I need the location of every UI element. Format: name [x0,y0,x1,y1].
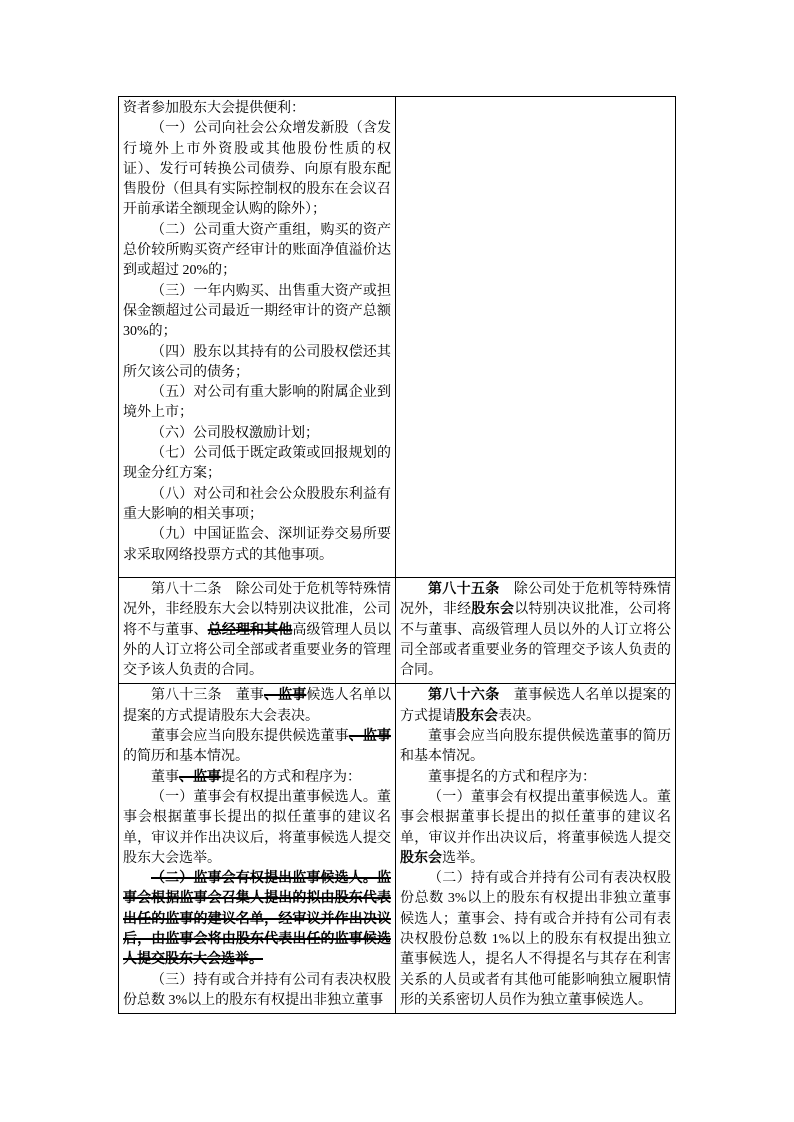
table-cell-revised [396,97,676,578]
paragraph [400,869,671,1011]
text-run: 董事会应当向股东提供候选董事的简历和基本情况。 [400,729,671,765]
text-run: 董事候选人名单以提案的方式提请 [400,688,671,724]
bold-text-run: 第八十五条 [428,582,500,597]
deleted-text-run: （二）监事会有权提出监事候选人。监事会根据监事会召集人提出的拟由股东代表出任的监事的建议名单，经审议并作出决议后，由监事会将由股东代表出任的监事候选人提交股东大会选举。 [123,871,391,968]
paragraph [400,727,671,768]
deleted-text-run: 、监事 [264,688,307,704]
bold-text-run: 股东会 [400,850,442,866]
paragraph [123,99,391,119]
paragraph [400,580,671,681]
paragraph [123,282,391,343]
paragraph [400,788,671,869]
text-run: （七）公司低于既定政策或回报规划的现金分红方案； [123,446,391,482]
table-row [119,97,676,578]
paragraph [123,869,391,970]
text-run: 资者参加股东大会提供便利： [123,101,305,116]
bold-text-run: 第八十六条 [428,688,500,704]
text-run: 董事提名的方式和程序为： [428,769,596,785]
text-run: （二）持有或合并持有公司有表决权股份总数 3%以上的股东有权提出非独立董事候选人；董事会、持有或合并持有公司有表决权股份总数 1%以上的股东有权提出独立董事候选人，提名人不得提名与其存在利害关系的人员或者有其他可能影响独立履职情形的关系密切人员作为独立董事候选人。 [400,871,671,1008]
bold-text-run: 股东会 [456,708,498,724]
table-row [119,578,676,684]
text-run: 提名的方式和程序为： [221,769,361,785]
deleted-text-run: 、监事 [179,769,221,785]
text-run: （六）公司股权激励计划； [151,425,319,441]
text-run: （三）一年内购买、出售重大资产或担保金额超过公司最近一期经审计的资产总额 30%的； [123,283,391,340]
text-run: （五）对公司有重大影响的附属企业到境外上市； [123,385,391,421]
text-run: 候选人名单以提案的方式提请股东大会表决。 [123,688,391,724]
text-run: 高级管理人员以外的人订立将公司全部或者重要业务的管理交予该人负责的合同。 [123,622,392,679]
table-cell-original [119,684,396,1014]
table-cell-revised [396,684,676,1014]
table-cell-original [119,97,396,578]
paragraph [123,343,391,384]
paragraph [123,485,391,526]
paragraph [400,686,671,727]
text-run: 董事会应当向股东提供候选董事 [151,729,349,745]
text-run: 第八十三条 董事 [151,688,264,704]
comparison-table-body [119,97,676,1014]
paragraph [123,525,391,566]
paragraph [123,686,391,727]
text-run: （一）公司向社会公众增发新股（含发行境外上市外资股或其他股份性质的权证）、发行可转换公司债券、向原有股东配售股份（但具有实际控制权的股东在会议召开前承诺全额现金认购的除外）； [123,121,391,218]
text-run: （九）中国证监会、深圳证券交易所要求采取网络投票方式的其他事项。 [123,527,391,563]
paragraph [123,444,391,485]
paragraph [123,424,391,444]
text-run: 的简历和基本情况。 [123,749,249,765]
paragraph [123,119,391,220]
text-run: （八）对公司和社会公众股股东利益有重大影响的相关事项； [123,486,391,522]
table-cell-revised [396,578,676,684]
text-run: （三）持有或合并持有公司有表决权股份总数 3%以上的股东有权提出非独立董事 [123,972,391,1008]
text-run: 以特别决议批准，公司将不与董事、高级管理人员以外的人订立将公司全部或者重要业务的管理交予该人负责的合同。 [400,602,672,679]
deleted-text-run: 总经理和其他 [207,622,293,638]
paragraph [123,580,391,681]
paragraph [123,383,391,424]
paragraph [400,768,671,788]
paragraph [123,788,391,869]
comparison-table [118,96,676,1014]
text-run: （四）股东以其持有的公司股权偿还其所欠该公司的债务； [123,344,391,380]
paragraph [123,727,391,768]
text-run: （一）董事会有权提出董事候选人。董事会根据董事长提出的拟任董事的建议名单，审议并作出决议后，将董事候选人提交股东大会选举。 [123,789,391,866]
text-run: 表决。 [498,708,540,724]
text-run: （一）董事会有权提出董事候选人。董事会根据董事长提出的拟任董事的建议名单，审议并作出决议后，将董事候选人提交 [400,789,671,846]
paragraph [123,971,391,1012]
bold-text-run: 股东会 [471,602,515,618]
paragraph [123,768,391,788]
text-run: 董事 [151,769,179,785]
table-row [119,684,676,1014]
text-run: 第八十二条 除公司处于危机等特殊情况外，非经股东大会以特别决议批准，公司将不与董事、 [123,582,391,638]
text-run: （二）公司重大资产重组，购买的资产总价较所购买资产经审计的账面净值溢价达到或超过 20%的； [123,222,391,279]
deleted-text-run: 、监事 [348,729,391,745]
paragraph [123,221,391,282]
text-run: 除公司处于危机等特殊情况外，非经 [400,582,671,618]
table-cell-original [119,578,396,684]
text-run: 选举。 [442,850,484,866]
